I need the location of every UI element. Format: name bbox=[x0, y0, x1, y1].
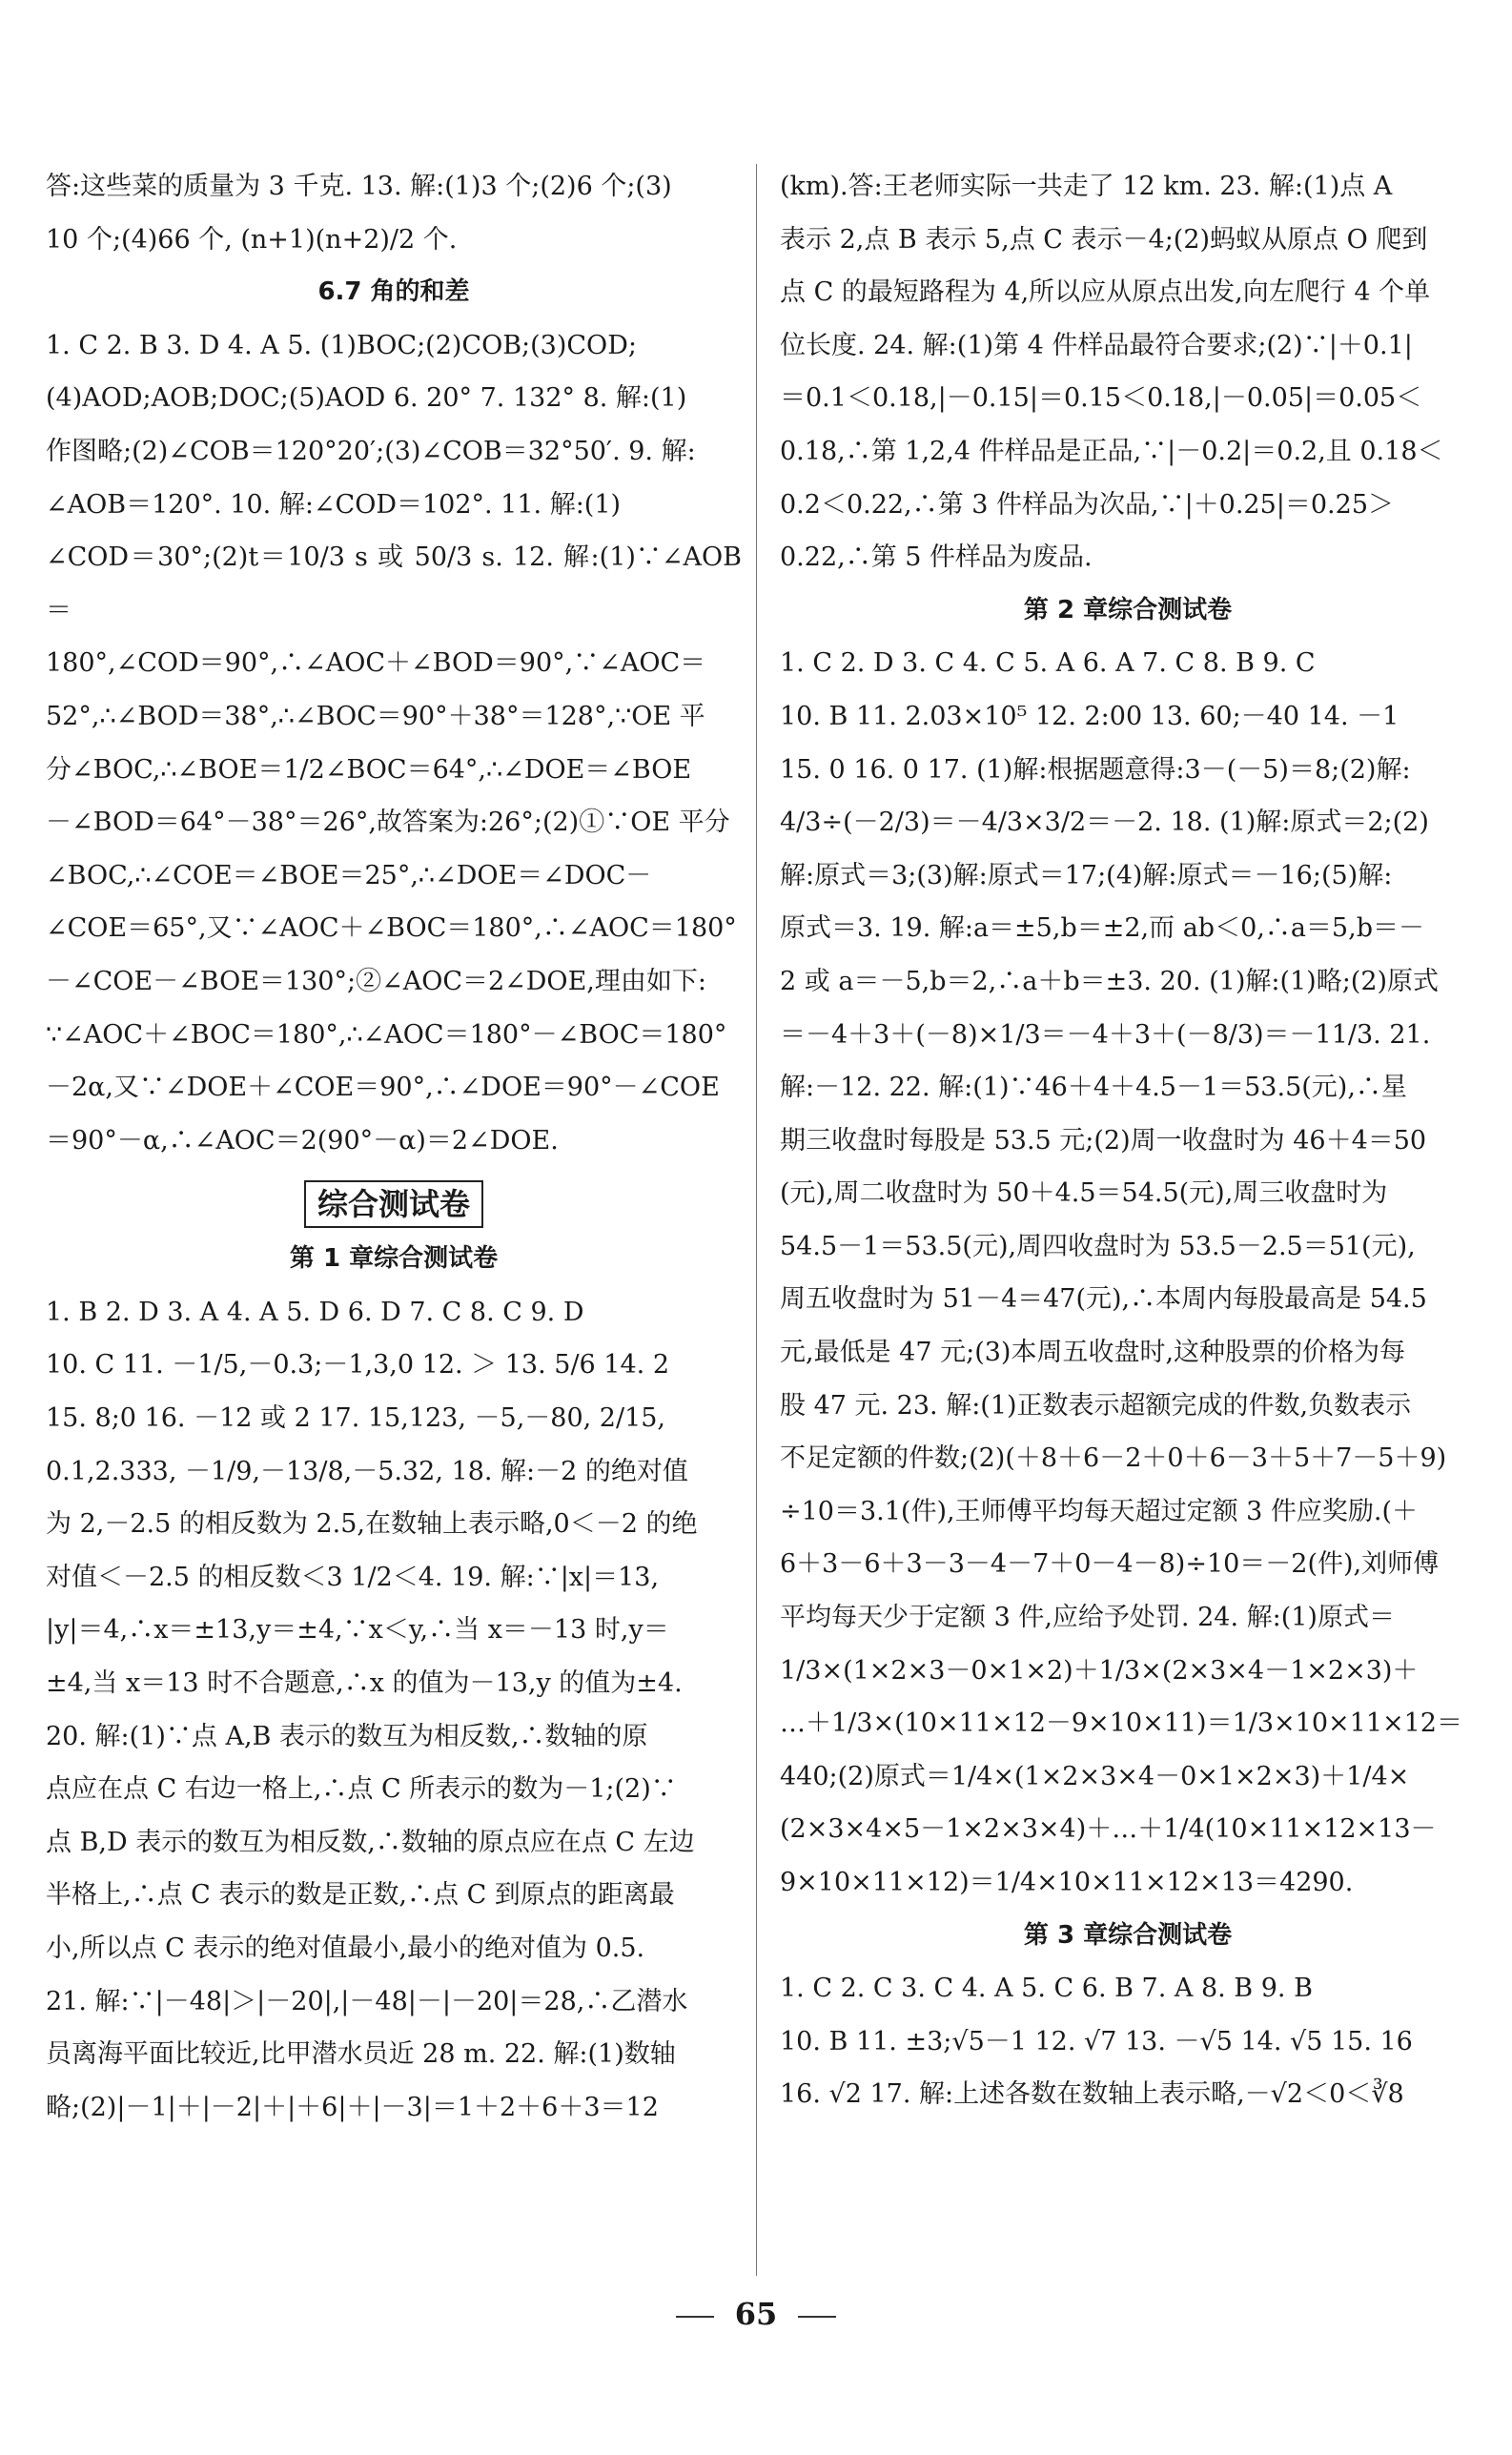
answer-line: (2×3×4×5－1×2×3×4)＋…＋1/4(10×11×12×13－ bbox=[780, 1814, 1437, 1845]
answer-line: 1/3×(1×2×3－0×1×2)＋1/3×(2×3×4－1×2×3)＋ bbox=[780, 1655, 1419, 1686]
left-column bbox=[46, 160, 742, 2134]
answer-line: 周五收盘时为 51－4＝47(元),∴本周内每股最高是 54.5 bbox=[780, 1284, 1427, 1315]
answer-line: 对值＜－2.5 的相反数＜3 1/2＜4. 19. 解:∵|x|＝13, bbox=[46, 1562, 660, 1592]
answer-line: 原式＝3. 19. 解:a＝±5,b＝±2,而 ab＜0,∴a＝5,b＝－ bbox=[780, 913, 1424, 944]
answer-line: 20. 解:(1)∵点 A,B 表示的数互为相反数,∴数轴的原 bbox=[46, 1721, 648, 1751]
answer-line: ＝90°－α,∴∠AOC＝2(90°－α)＝2∠DOE. bbox=[46, 1125, 559, 1156]
footer-dash-right bbox=[798, 2316, 836, 2318]
answer-line: 点 C 的最短路程为 4,所以应从原点出发,向左爬行 4 个单 bbox=[780, 277, 1431, 308]
answer-line: 1. B 2. D 3. A 4. A 5. D 6. D 7. C 8. C 9. D bbox=[46, 1297, 584, 1327]
chapter-test-heading: 第 3 章综合测试卷 bbox=[1023, 1920, 1233, 1950]
answer-line: …＋1/3×(10×11×12－9×10×11)＝1/3×10×11×12＝ bbox=[780, 1708, 1462, 1739]
answer-line: 15. 8;0 16. －12 或 2 17. 15,123, －5,－80, 2/15, bbox=[46, 1403, 666, 1434]
answer-line: 0.2＜0.22,∴第 3 件样品为次品,∵|＋0.25|＝0.25＞ bbox=[780, 489, 1394, 520]
answer-line: 0.1,2.333, －1/9,－13/8,－5.32, 18. 解:－2 的绝对值 bbox=[46, 1456, 688, 1486]
answer-line: 为 2,－2.5 的相反数为 2.5,在数轴上表示略,0＜－2 的绝 bbox=[46, 1509, 698, 1540]
answer-line: 54.5－1＝53.5(元),周四收盘时为 53.5－2.5＝51(元), bbox=[780, 1231, 1416, 1261]
answer-line: 16. √2 17. 解:上述各数在数轴上表示略,－√2＜0＜∛8 bbox=[780, 2079, 1404, 2110]
answer-line: 440;(2)原式＝1/4×(1×2×3×4－0×1×2×3)＋1/4× bbox=[780, 1761, 1410, 1791]
answer-line: ＝－4＋3＋(－8)×1/3＝－4＋3＋(－8/3)＝－11/3. 21. bbox=[780, 1019, 1431, 1050]
answer-line: 略;(2)|－1|＋|－2|＋|＋6|＋|－3|＝1＋2＋6＋3＝12 bbox=[46, 2092, 659, 2122]
answer-line: 2 或 a＝－5,b＝2,∴a＋b＝±3. 20. (1)解:(1)略;(2)原式 bbox=[780, 966, 1440, 996]
answer-line: 不足定额的件数;(2)(＋8＋6－2＋0＋6－3＋5＋7－5＋9) bbox=[780, 1443, 1447, 1474]
answer-line: 180°,∠COD＝90°,∴∠AOC＋∠BOD＝90°,∵∠AOC＝ bbox=[46, 648, 706, 679]
chapter-test-heading: 第 2 章综合测试卷 bbox=[1023, 595, 1233, 624]
answer-line: ∠BOC,∴∠COE＝∠BOE＝25°,∴∠DOE＝∠DOC－ bbox=[46, 860, 652, 890]
answer-line: 员离海平面比较近,比甲潜水员近 28 m. 22. 解:(1)数轴 bbox=[46, 2039, 676, 2070]
answer-line: 1. C 2. C 3. C 4. A 5. C 6. B 7. A 8. B 9. B bbox=[780, 1974, 1313, 2004]
answer-line: 表示 2,点 B 表示 5,点 C 表示－4;(2)蚂蚁从原点 O 爬到 bbox=[780, 224, 1428, 255]
answer-line: 解:原式＝3;(3)解:原式＝17;(4)解:原式＝－16;(5)解: bbox=[780, 860, 1393, 890]
section-box-wrap bbox=[46, 1167, 742, 1233]
answer-line: －∠COE－∠BOE＝130°;②∠AOC＝2∠DOE,理由如下: bbox=[46, 966, 706, 996]
answer-line: －∠BOD＝64°－38°＝26°,故答案为:26°;(2)①∵OE 平分 bbox=[46, 808, 730, 838]
answer-line: 21. 解:∵|－48|＞|－20|,|－48|－|－20|＝28,∴乙潜水 bbox=[46, 1986, 688, 2016]
answer-line: ＝0.1＜0.18,|－0.15|＝0.15＜0.18,|－0.05|＝0.05＜ bbox=[780, 383, 1422, 414]
answer-line: 10. C 11. －1/5,－0.3;－1,3,0 12. ＞ 13. 5/6 14. 2 bbox=[46, 1350, 669, 1381]
section-box-title: 综合测试卷 bbox=[304, 1180, 483, 1228]
answer-line: 解:－12. 22. 解:(1)∵46＋4＋4.5－1＝53.5(元),∴星 bbox=[780, 1073, 1407, 1103]
answer-line: 点应在点 C 右边一格上,∴点 C 所表示的数为－1;(2)∵ bbox=[46, 1774, 677, 1805]
answer-line: 6＋3－6＋3－3－4－7＋0－4－8)÷10＝－2(件),刘师傅 bbox=[780, 1549, 1440, 1580]
answer-line: 作图略;(2)∠COB＝120°20′;(3)∠COB＝32°50′. 9. 解: bbox=[46, 436, 696, 466]
answer-line: 0.18,∴第 1,2,4 件样品是正品,∵|－0.2|＝0.2,且 0.18＜ bbox=[780, 436, 1443, 466]
answer-line: (4)AOD;AOB;DOC;(5)AOD 6. 20° 7. 132° 8. 解:(1) bbox=[46, 383, 687, 414]
answer-line: ∵∠AOC＋∠BOC＝180°,∴∠AOC＝180°－∠BOC＝180° bbox=[46, 1019, 727, 1050]
answer-line: 位长度. 24. 解:(1)第 4 件样品最符合要求;(2)∵|＋0.1| bbox=[780, 330, 1413, 360]
page-number: 65 bbox=[734, 2296, 778, 2332]
answer-line: 1. C 2. D 3. C 4. C 5. A 6. A 7. C 8. B 9. C bbox=[780, 648, 1316, 679]
answer-line: 15. 0 16. 0 17. (1)解:根据题意得:3－(－5)＝8;(2)解: bbox=[780, 754, 1411, 785]
answer-line: (元),周二收盘时为 50＋4.5＝54.5(元),周三收盘时为 bbox=[780, 1178, 1388, 1209]
answer-line: 10. B 11. 2.03×10⁵ 12. 2:00 13. 60;－40 14. －1 bbox=[780, 701, 1400, 731]
lesson-heading: 6.7 角的和差 bbox=[317, 277, 470, 307]
answer-line: 点 B,D 表示的数互为相反数,∴数轴的原点应在点 C 左边 bbox=[46, 1827, 695, 1857]
answer-line: 半格上,∴点 C 表示的数是正数,∴点 C 到原点的距离最 bbox=[46, 1880, 675, 1911]
answer-line: ±4,当 x＝13 时不合题意,∴x 的值为－13,y 的值为±4. bbox=[46, 1668, 683, 1699]
answer-line: |y|＝4,∴x＝±13,y＝±4,∵x＜y,∴当 x＝－13 时,y＝ bbox=[46, 1615, 669, 1646]
answer-line: 期三收盘时每股是 53.5 元;(2)周一收盘时为 46＋4＝50 bbox=[780, 1125, 1427, 1156]
answer-line: 1. C 2. B 3. D 4. A 5. (1)BOC;(2)COB;(3)COD; bbox=[46, 330, 637, 360]
answer-line: 小,所以点 C 表示的绝对值最小,最小的绝对值为 0.5. bbox=[46, 1933, 645, 1963]
answer-line: ÷10＝3.1(件),王师傅平均每天超过定额 3 件应奖励.(＋ bbox=[780, 1496, 1419, 1526]
answer-line: ∠AOB＝120°. 10. 解:∠COD＝102°. 11. 解:(1) bbox=[46, 489, 622, 520]
answer-line: －2α,又∵∠DOE＋∠COE＝90°,∴∠DOE＝90°－∠COE bbox=[46, 1073, 720, 1103]
answer-line: ∠COD＝30°;(2)t＝10/3 s 或 50/3 s. 12. 解:(1)∵∠AOB＝ bbox=[46, 542, 742, 625]
answer-line: 52°,∴∠BOD＝38°,∴∠BOC＝90°＋38°＝128°,∵OE 平 bbox=[46, 701, 705, 731]
right-column bbox=[780, 160, 1476, 2121]
answer-line: 分∠BOC,∴∠BOE＝1/2∠BOC＝64°,∴∠DOE＝∠BOE bbox=[46, 754, 692, 785]
answer-line: 元,最低是 47 元;(3)本周五收盘时,这种股票的价格为每 bbox=[780, 1338, 1406, 1368]
answer-line: 平均每天少于定额 3 件,应给予处罚. 24. 解:(1)原式＝ bbox=[780, 1603, 1395, 1633]
column-divider bbox=[756, 164, 757, 2276]
footer-dash-left bbox=[676, 2316, 714, 2318]
chapter-test-heading: 第 1 章综合测试卷 bbox=[289, 1244, 499, 1274]
answer-line: 0.22,∴第 5 件样品为废品. bbox=[780, 542, 1093, 573]
answer-line: 9×10×11×12)＝1/4×10×11×12×13＝4290. bbox=[780, 1868, 1354, 1897]
answer-line: 10 个;(4)66 个, (n+1)(n+2)/2 个. bbox=[46, 224, 458, 255]
answer-line: 10. B 11. ±3;√5－1 12. √7 13. －√5 14. √5 15. 16 bbox=[780, 2026, 1413, 2056]
page-footer bbox=[0, 2296, 1512, 2332]
answer-line: 股 47 元. 23. 解:(1)正数表示超额完成的件数,负数表示 bbox=[780, 1390, 1412, 1421]
answer-line: 答:这些菜的质量为 3 千克. 13. 解:(1)3 个;(2)6 个;(3) bbox=[46, 172, 672, 201]
answer-line: (km).答:王老师实际一共走了 12 km. 23. 解:(1)点 A bbox=[780, 172, 1393, 201]
answer-line: ∠COE＝65°,又∵∠AOC＋∠BOC＝180°,∴∠AOC＝180° bbox=[46, 913, 737, 944]
answer-line: 4/3÷(－2/3)＝－4/3×3/2＝－2. 18. (1)解:原式＝2;(2) bbox=[780, 808, 1429, 838]
